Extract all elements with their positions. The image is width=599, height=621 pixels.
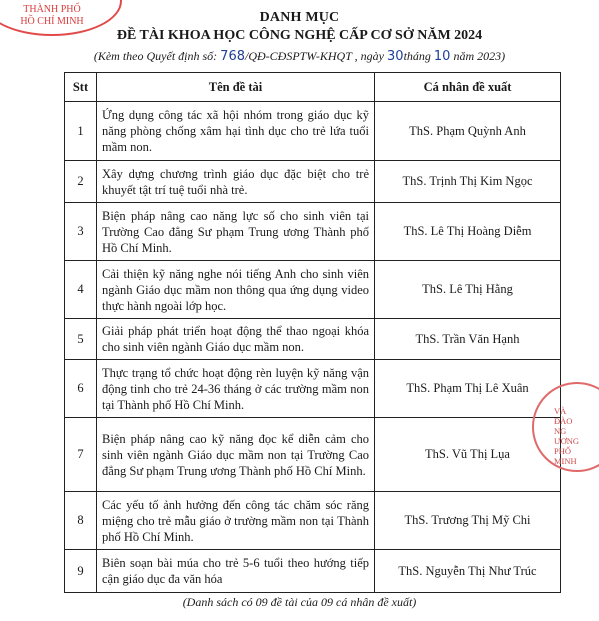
table-header-row <box>65 73 561 102</box>
row-topic: Cải thiện kỹ năng nghe nói tiếng Anh cho sinh viên ngành Giáo dục mầm non thông qua ứng dụng video thực hành ngoài lớp học. <box>97 261 375 319</box>
row-person: ThS. Lê Thị Hằng <box>375 261 561 319</box>
row-stt: 5 <box>65 319 97 360</box>
list-summary-note: (Danh sách có 09 đề tài của 09 cá nhân đề xuất) <box>182 595 417 609</box>
month-label: tháng <box>403 49 434 63</box>
column-header-person: Cá nhân đề xuất <box>375 73 561 102</box>
row-topic: Biên soạn bài múa cho trẻ 5-6 tuổi theo hướng tiếp cận giáo dục đa văn hóa <box>97 550 375 593</box>
row-stt: 2 <box>65 161 97 203</box>
row-person: ThS. Trịnh Thị Kim Ngọc <box>375 161 561 203</box>
table-row <box>65 161 561 203</box>
column-header-topic: Tên đề tài <box>97 73 375 102</box>
row-person: ThS. Lê Thị Hoàng Diễm <box>375 203 561 261</box>
row-topic: Giải pháp phát triển hoạt động thể thao ngoại khóa cho sinh viên ngành Giáo dục mầm non. <box>97 319 375 360</box>
decision-month: 10 <box>433 49 451 64</box>
row-topic: Biện pháp nâng cao năng lực số cho sinh viên tại Trường Cao đẳng Sư phạm Trung ương Thành phố Hồ Chí Minh. <box>97 203 375 261</box>
table-row <box>65 102 561 161</box>
table-row <box>65 360 561 418</box>
row-person: ThS. Phạm Thị Lê Xuân <box>375 360 561 418</box>
document-heading: ĐỀ TÀI KHOA HỌC CÔNG NGHỆ CẤP CƠ SỞ NĂM 2024 <box>116 28 483 43</box>
table-row <box>65 418 561 492</box>
row-topic: Thực trạng tổ chức hoạt động rèn luyện kỹ năng vận động tinh cho trẻ 24-36 tháng ở các trường mầm non tại Thành phố Hồ Chí Minh. <box>97 360 375 418</box>
row-person: ThS. Trương Thị Mỹ Chi <box>375 492 561 550</box>
seal-text-line1: THÀNH PHỐ <box>23 4 81 15</box>
seal-text-line5: PHỐ <box>554 446 572 456</box>
row-person: ThS. Trần Văn Hạnh <box>375 319 561 360</box>
row-stt: 4 <box>65 261 97 319</box>
row-stt: 7 <box>65 418 97 492</box>
row-stt: 3 <box>65 203 97 261</box>
subtitle-middle: /QĐ-CĐSPTW-KHQT , ngày <box>245 49 388 63</box>
table-row <box>65 203 561 261</box>
decision-number: 768 <box>220 49 245 64</box>
table-row <box>65 492 561 550</box>
row-stt: 8 <box>65 492 97 550</box>
row-stt: 6 <box>65 360 97 418</box>
row-topic: Xây dựng chương trình giáo dục đặc biệt cho trẻ khuyết tật trí tuệ tuổi nhà trẻ. <box>97 161 375 203</box>
topic-table <box>64 72 561 593</box>
seal-text-line6: MINH <box>554 456 577 466</box>
seal-text-line2: ĐÀO <box>554 416 573 426</box>
document-title: DANH MỤC <box>259 10 340 25</box>
table-row <box>65 261 561 319</box>
seal-text-line1: VÀ <box>554 406 567 416</box>
seal-text-line2: HỒ CHÍ MINH <box>20 16 84 27</box>
row-person: ThS. Phạm Quỳnh Anh <box>375 102 561 161</box>
year-label: năm 2023) <box>450 49 506 63</box>
row-topic: Biện pháp nâng cao kỹ năng đọc kể diễn cảm cho sinh viên ngành Giáo dục mầm non tại Trường Cao đẳng Sư phạm Trung ương Thành phố Hồ Chí Minh. <box>97 418 375 492</box>
seal-text-line4: ƯƠNG <box>554 436 580 446</box>
row-topic: Các yếu tố ảnh hưởng đến công tác chăm sóc răng miệng cho trẻ mẫu giáo ở trường mầm non tại Thành phố Hồ Chí Minh. <box>97 492 375 550</box>
table-row <box>65 550 561 593</box>
decision-reference <box>0 49 599 64</box>
row-person: ThS. Vũ Thị Lụa <box>375 418 561 492</box>
decision-day: 30 <box>387 49 404 64</box>
row-person: ThS. Nguyễn Thị Như Trúc <box>375 550 561 593</box>
seal-text-line3: NG <box>554 426 567 436</box>
table-row <box>65 319 561 360</box>
subtitle-prefix: (Kèm theo Quyết định số: <box>93 49 221 63</box>
row-topic: Ứng dụng công tác xã hội nhóm trong giáo dục kỹ năng phòng chống xâm hại tình dục cho trẻ lứa tuổi mầm non. <box>97 102 375 161</box>
row-stt: 9 <box>65 550 97 593</box>
row-stt: 1 <box>65 102 97 161</box>
column-header-stt: Stt <box>65 73 97 102</box>
